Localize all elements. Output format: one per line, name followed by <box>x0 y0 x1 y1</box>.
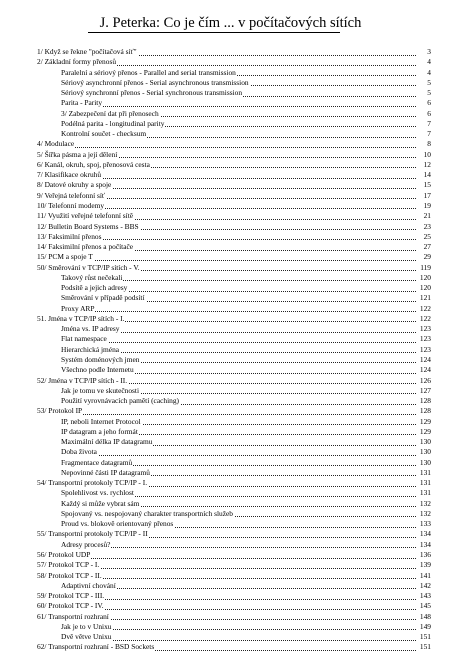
toc-entry-page-number: 134 <box>417 540 431 550</box>
toc-entry <box>0 437 461 447</box>
toc-entry <box>0 427 461 437</box>
toc-entry-page-number: 5 <box>417 88 431 98</box>
toc-entry-page-number: 131 <box>417 478 431 488</box>
toc-entry-label: Spolehlivost vs. rychlost <box>61 488 134 498</box>
toc-entry <box>0 581 461 591</box>
toc-entry <box>0 232 461 242</box>
toc-entry-page-number: 124 <box>417 365 431 375</box>
toc-entry <box>0 612 461 622</box>
toc-entry <box>0 211 461 221</box>
toc-entry-page-number: 129 <box>417 427 431 437</box>
toc-entry <box>0 263 461 273</box>
dot-leader <box>40 414 416 415</box>
toc-entry-page-number: 123 <box>417 345 431 355</box>
toc-entry-page-number: 19 <box>417 201 431 211</box>
toc-entry <box>0 47 461 57</box>
toc-entry-label: 54/ Transportní protokoly TCP/IP - I. <box>37 478 148 488</box>
toc-entry-label: 62/ Transportní rozhraní - BSD Sockets <box>37 642 155 652</box>
toc-entry <box>0 560 461 570</box>
toc-entry-page-number: 148 <box>417 612 431 622</box>
toc-entry-label: Maximální délka IP datagramu <box>61 437 153 447</box>
toc-entry-label: 51. Jména v TCP/IP sítích - I. <box>37 313 125 323</box>
toc-entry <box>0 601 461 611</box>
toc-entry-page-number: 17 <box>417 191 431 201</box>
toc-entry-label: Směrování v případě podsítí <box>61 293 145 303</box>
toc-entry-label: Všechno podle Internetu <box>61 365 134 375</box>
toc-entry <box>0 170 461 180</box>
toc-entry <box>0 642 461 652</box>
toc-entry <box>0 386 461 396</box>
toc-entry <box>0 406 461 416</box>
dot-leader <box>64 629 416 630</box>
toc-entry-page-number: 142 <box>417 581 431 591</box>
toc-entry <box>0 129 461 139</box>
toc-entry <box>0 273 461 283</box>
toc-entry-page-number: 10 <box>417 150 431 160</box>
toc-entry-label: Paralelní a sériový přenos - Parallel and serial transmission <box>61 67 236 77</box>
toc-entry-page-number: 131 <box>417 488 431 498</box>
toc-entry-page-number: 6 <box>417 109 431 119</box>
toc-entry-page-number: 151 <box>417 642 431 652</box>
dot-leader <box>64 342 416 343</box>
dot-leader <box>64 106 416 107</box>
toc-entry-page-number: 132 <box>417 509 431 519</box>
toc-entry <box>0 529 461 539</box>
toc-entry-page-number: 122 <box>417 314 431 324</box>
toc-entry-page-number: 15 <box>417 180 431 190</box>
toc-entry-label: 55/ Transportní protokoly TCP/IP - II <box>37 529 148 539</box>
toc-entry-label: 59/ Protokol TCP - III. <box>37 591 105 601</box>
toc-entry-label: IP datagram a jeho formát <box>61 426 138 436</box>
toc-entry-page-number: 141 <box>417 571 431 581</box>
toc-entry-label: 5/ Šířka pásma a její dělení <box>37 149 118 159</box>
toc-entry-label: Dvě větve Unixu <box>61 632 112 642</box>
toc-entry <box>0 509 461 519</box>
toc-entry-page-number: 132 <box>417 499 431 509</box>
toc-entry <box>0 324 461 334</box>
toc-entry <box>0 57 461 67</box>
toc-entry-label: 6/ Kanál, okruh, spoj, přenosová cesta <box>37 159 150 169</box>
toc-entry <box>0 242 461 252</box>
title-underline <box>88 32 340 33</box>
toc-entry <box>0 365 461 375</box>
toc-entry-page-number: 133 <box>417 519 431 529</box>
toc-entry <box>0 201 461 211</box>
toc-entry-label: Proxy ARP <box>61 303 95 313</box>
toc-entry <box>0 139 461 149</box>
toc-entry <box>0 68 461 78</box>
toc-entry <box>0 252 461 262</box>
toc-entry <box>0 488 461 498</box>
toc-entry-page-number: 143 <box>417 591 431 601</box>
toc-entry <box>0 222 461 232</box>
toc-entry-label: 53/ Protokol IP <box>37 406 83 416</box>
toc-entry-page-number: 12 <box>417 160 431 170</box>
toc-entry-page-number: 120 <box>417 273 431 283</box>
toc-entry-page-number: 4 <box>417 57 431 67</box>
toc-entry <box>0 345 461 355</box>
toc-entry-label: Kontrolní součet - checksum <box>61 129 147 139</box>
toc-entry <box>0 334 461 344</box>
dot-leader <box>40 558 416 559</box>
toc-entry-label: Jak je tomu ve skutečnosti <box>61 385 139 395</box>
toc-entry-page-number: 127 <box>417 386 431 396</box>
toc-entry-page-number: 151 <box>417 632 431 642</box>
toc-entry-label: 2/ Základní formy přenosů <box>37 57 117 67</box>
toc-entry <box>0 304 461 314</box>
toc-entry-page-number: 129 <box>417 417 431 427</box>
dot-leader <box>64 547 416 548</box>
toc-entry-page-number: 27 <box>417 242 431 252</box>
toc-entry-label: 52/ Jména v TCP/IP sítích - II. <box>37 375 128 385</box>
toc-entry <box>0 180 461 190</box>
toc-entry-page-number: 122 <box>417 304 431 314</box>
toc-entry-page-number: 120 <box>417 283 431 293</box>
toc-entry <box>0 88 461 98</box>
toc-entry-page-number: 123 <box>417 334 431 344</box>
toc-entry-label: 57/ Protokol TCP - I. <box>37 560 100 570</box>
toc-entry-label: 12/ Bulletin Board Systems - BBS <box>37 221 139 231</box>
toc-entry-label: 7/ Klasifikace okruhů <box>37 170 102 180</box>
toc-entry-label: 1/ Když se řekne "počítačová síť" <box>37 47 137 56</box>
toc-entry <box>0 191 461 201</box>
toc-entry-label: Nepovinné části IP datagramů <box>61 467 151 477</box>
toc-entry <box>0 314 461 324</box>
toc-entry <box>0 119 461 129</box>
toc-entry-page-number: 130 <box>417 447 431 457</box>
toc-entry <box>0 458 461 468</box>
toc-entry-label: Podsítě a jejich adresy <box>61 283 128 293</box>
toc-entry-page-number: 128 <box>417 406 431 416</box>
dot-leader <box>40 147 416 148</box>
toc-entry <box>0 519 461 529</box>
toc-entry <box>0 632 461 642</box>
toc-entry-label: IP, neboli Internet Protocol <box>61 416 141 426</box>
toc-entry <box>0 98 461 108</box>
toc-entry-page-number: 5 <box>417 78 431 88</box>
toc-entry-label: Sériový asynchronní přenos - Serial asynchronous transmission <box>61 77 249 87</box>
toc-entry-label: 13/ Faksimilní přenos <box>37 231 102 241</box>
table-of-contents <box>0 47 461 653</box>
toc-entry-label: Doba života <box>61 447 97 457</box>
toc-entry-label: 15/ PCM a spoje T <box>37 252 93 262</box>
toc-entry <box>0 447 461 457</box>
toc-entry-page-number: 134 <box>417 529 431 539</box>
toc-entry-label: Flat namespace <box>61 334 107 344</box>
toc-entry-page-number: 119 <box>417 263 431 273</box>
toc-entry-label: 58/ Protokol TCP - II. <box>37 570 102 580</box>
dot-leader <box>64 640 416 641</box>
toc-entry-label: Takový růst nečekali <box>61 272 123 282</box>
toc-entry-page-number: 130 <box>417 458 431 468</box>
toc-entry-label: Hierarchická jména <box>61 344 120 354</box>
toc-entry-label: Proud vs. blokově orientovaný přenos <box>61 519 174 529</box>
toc-entry <box>0 355 461 365</box>
toc-entry <box>0 417 461 427</box>
toc-entry <box>0 160 461 170</box>
toc-entry <box>0 468 461 478</box>
toc-entry-page-number: 149 <box>417 622 431 632</box>
toc-entry <box>0 571 461 581</box>
toc-entry <box>0 622 461 632</box>
toc-entry-label: Podélná parita - longitudinal parity <box>61 118 165 128</box>
page-title <box>0 15 461 31</box>
toc-entry-page-number: 4 <box>417 68 431 78</box>
dot-leader <box>64 455 416 456</box>
toc-entry <box>0 293 461 303</box>
toc-entry-label: 9/ Veřejná telefonní síť <box>37 190 106 200</box>
toc-entry <box>0 540 461 550</box>
toc-entry-label: Spojovaný vs. nespojovaný charakter transportních služeb <box>61 508 233 518</box>
toc-entry-label: Parita - Parity <box>61 98 103 108</box>
toc-entry-label: 4/ Modulace <box>37 139 75 149</box>
toc-entry-label: 50/ Směrování v TCP/IP sítích - V. <box>37 262 140 272</box>
toc-entry-label: 8/ Datové okruhy a spoje <box>37 180 112 190</box>
toc-entry <box>0 78 461 88</box>
toc-entry-label: Sériový synchronní přenos - Serial synchronous transmission <box>61 88 243 98</box>
toc-entry-page-number: 124 <box>417 355 431 365</box>
toc-entry-label: 11/ Využití veřejné telefonní sítě <box>37 211 134 221</box>
toc-entry-page-number: 131 <box>417 468 431 478</box>
toc-entry-page-number: 145 <box>417 601 431 611</box>
toc-entry <box>0 376 461 386</box>
toc-entry <box>0 499 461 509</box>
dot-leader <box>40 260 416 261</box>
toc-entry-page-number: 6 <box>417 98 431 108</box>
toc-entry-label: Adresy procesů? <box>61 539 111 549</box>
toc-entry-label: 14/ Faksimilní přenos a počítače <box>37 242 134 252</box>
toc-entry-page-number: 25 <box>417 232 431 242</box>
toc-entry-label: Použití vyrovnávacích pamětí (caching) <box>61 396 180 406</box>
toc-entry <box>0 109 461 119</box>
toc-entry-label: 60/ Protokol TCP - IV. <box>37 601 104 611</box>
toc-entry-label: 61/ Transportní rozhraní <box>37 611 109 621</box>
dot-leader <box>64 311 416 312</box>
toc-entry-page-number: 130 <box>417 437 431 447</box>
toc-entry-page-number: 123 <box>417 324 431 334</box>
toc-entry <box>0 550 461 560</box>
toc-entry-page-number: 23 <box>417 222 431 232</box>
toc-entry-page-number: 136 <box>417 550 431 560</box>
toc-entry <box>0 283 461 293</box>
toc-entry-label: Jména vs. IP adresy <box>61 324 120 334</box>
toc-entry-page-number: 3 <box>417 47 431 57</box>
toc-entry-page-number: 126 <box>417 376 431 386</box>
toc-entry-page-number: 14 <box>417 170 431 180</box>
toc-entry-page-number: 21 <box>417 211 431 221</box>
toc-entry-page-number: 128 <box>417 396 431 406</box>
toc-entry-label: Jak je to v Unixu <box>61 621 112 631</box>
toc-entry-page-number: 7 <box>417 119 431 129</box>
toc-entry-page-number: 7 <box>417 129 431 139</box>
toc-entry-label: 56/ Protokol UDP <box>37 550 91 560</box>
toc-entry-label: Každý si může vybrat sám <box>61 498 140 508</box>
toc-entry-page-number: 8 <box>417 139 431 149</box>
title-text: J. Peterka: Co je čím ... v počítačových sítích <box>99 15 362 31</box>
toc-entry <box>0 396 461 406</box>
toc-entry <box>0 591 461 601</box>
toc-entry-page-number: 121 <box>417 293 431 303</box>
toc-entry-label: Fragmentace datagramů <box>61 457 133 467</box>
toc-entry-label: Systém doménových jmen <box>61 354 140 364</box>
toc-entry-label: 10/ Telefonní modemy <box>37 200 105 210</box>
toc-entry-page-number: 139 <box>417 560 431 570</box>
toc-entry-label: Adaptivní chování <box>61 580 116 590</box>
toc-entry-label: 3/ Zabezpečení dat při přenosech <box>61 108 159 118</box>
toc-entry <box>0 150 461 160</box>
toc-entry <box>0 478 461 488</box>
toc-entry-page-number: 29 <box>417 252 431 262</box>
